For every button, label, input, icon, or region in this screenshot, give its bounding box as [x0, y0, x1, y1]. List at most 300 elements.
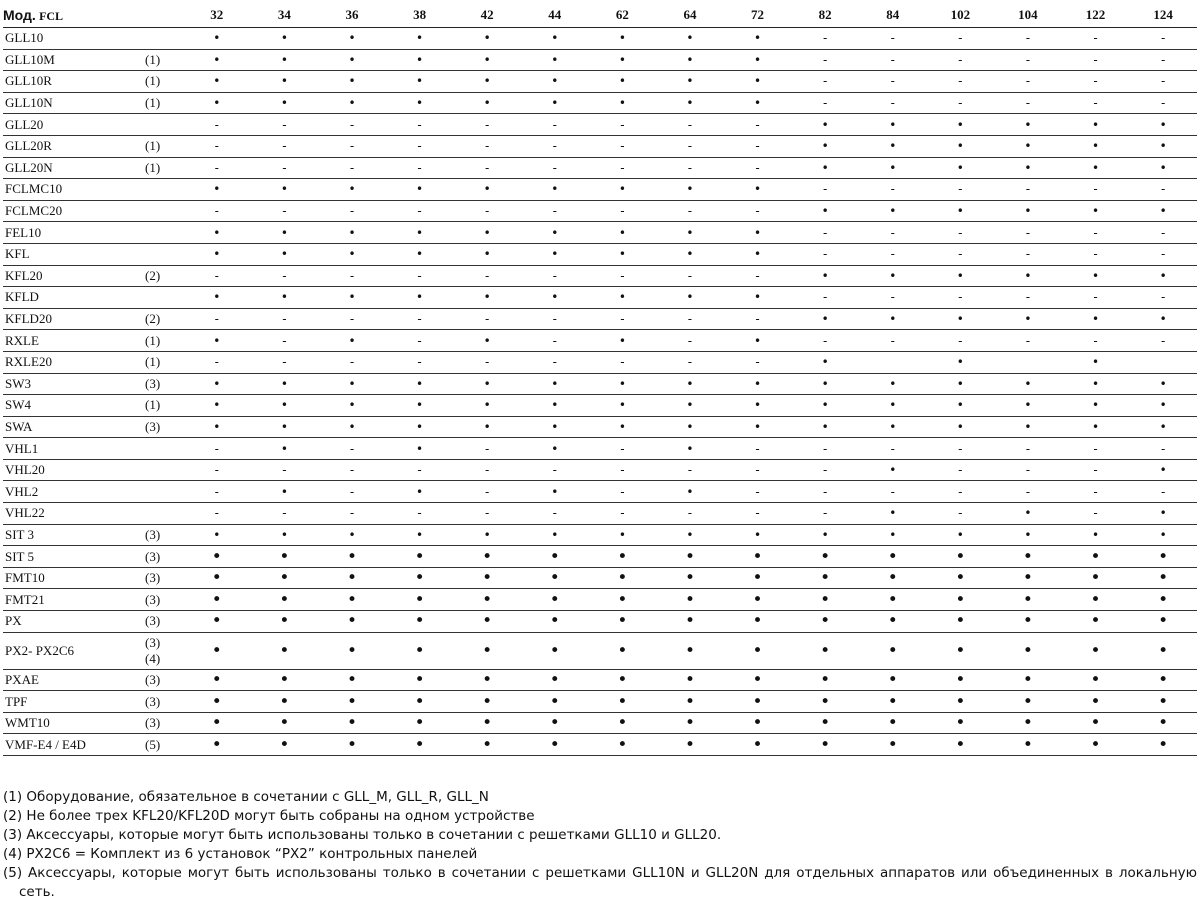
compat-cell: •: [859, 632, 927, 669]
row-note-ref: [143, 459, 183, 481]
compat-cell: •: [927, 669, 995, 691]
compat-cell: •: [453, 330, 521, 352]
compat-cell: •: [386, 395, 454, 417]
row-model-name: WMT10: [3, 712, 143, 734]
compat-cell: •: [859, 200, 927, 222]
compat-cell: •: [386, 611, 454, 633]
compat-cell: •: [183, 243, 251, 265]
table-row: [3, 611, 1197, 633]
compat-cell: -: [724, 308, 792, 330]
compat-cell: -: [724, 157, 792, 179]
compat-cell: •: [1062, 611, 1130, 633]
compat-cell: •: [859, 395, 927, 417]
compat-cell: •: [927, 135, 995, 157]
compat-cell: -: [791, 222, 859, 244]
row-model-name: RXLE20: [3, 351, 143, 373]
compat-cell: -: [994, 330, 1062, 352]
table-row: [3, 524, 1197, 546]
compat-cell: •: [1062, 265, 1130, 287]
row-note-ref: [143, 734, 183, 756]
compat-cell: •: [1062, 308, 1130, 330]
compat-cell: -: [656, 503, 724, 525]
compat-cell: •: [589, 611, 657, 633]
table-row: [3, 351, 1197, 373]
compat-cell: •: [927, 567, 995, 589]
compat-cell: •: [589, 71, 657, 93]
compat-cell: •: [453, 287, 521, 309]
compat-cell: •: [927, 395, 995, 417]
compat-cell: •: [251, 71, 319, 93]
column-header-44: 44: [521, 3, 589, 28]
compat-cell: •: [994, 114, 1062, 136]
compat-cell: •: [656, 589, 724, 611]
column-header-36: 36: [318, 3, 386, 28]
compat-cell: -: [791, 481, 859, 503]
compat-cell: •: [724, 546, 792, 568]
compat-cell: -: [453, 200, 521, 222]
row-model-name: FMT21: [3, 589, 143, 611]
compat-cell: -: [386, 503, 454, 525]
compat-cell: -: [318, 135, 386, 157]
row-note-ref: [143, 712, 183, 734]
note-ref: (3): [145, 693, 161, 709]
compat-cell: -: [521, 503, 589, 525]
compat-cell: •: [1062, 200, 1130, 222]
compat-cell: •: [791, 114, 859, 136]
compat-cell: -: [1062, 243, 1130, 265]
compat-cell: •: [251, 589, 319, 611]
compat-cell: •: [183, 92, 251, 114]
compat-cell: •: [859, 135, 927, 157]
row-note-ref: [143, 669, 183, 691]
compat-cell: -: [521, 330, 589, 352]
compat-cell: -: [1129, 179, 1197, 201]
note-ref: (2): [145, 311, 161, 327]
compat-cell: •: [791, 691, 859, 713]
compat-cell: -: [183, 459, 251, 481]
compat-cell: •: [589, 395, 657, 417]
compat-cell: •: [521, 669, 589, 691]
compat-cell: •: [859, 524, 927, 546]
compat-cell: •: [318, 416, 386, 438]
compat-cell: •: [927, 589, 995, 611]
table-row: [3, 734, 1197, 756]
compat-cell: •: [927, 524, 995, 546]
compat-cell: -: [791, 438, 859, 460]
compat-cell: -: [589, 438, 657, 460]
row-model-name: FEL10: [3, 222, 143, 244]
compat-cell: •: [859, 503, 927, 525]
compat-cell: •: [251, 712, 319, 734]
compat-cell: •: [994, 691, 1062, 713]
fcl-label: FCL: [39, 8, 64, 23]
compat-cell: •: [994, 669, 1062, 691]
compat-cell: •: [251, 395, 319, 417]
compat-cell: •: [656, 243, 724, 265]
compat-cell: -: [521, 200, 589, 222]
compat-cell: •: [859, 157, 927, 179]
compat-cell: •: [386, 28, 454, 50]
compat-cell: •: [251, 632, 319, 669]
compat-cell: -: [859, 438, 927, 460]
compat-cell: •: [994, 373, 1062, 395]
compat-cell: -: [251, 265, 319, 287]
compat-cell: •: [791, 589, 859, 611]
compat-cell: •: [724, 734, 792, 756]
compat-cell: -: [994, 459, 1062, 481]
compat-cell: -: [1129, 49, 1197, 71]
note-ref: (1): [145, 51, 161, 67]
row-model-name: GLL10N: [3, 92, 143, 114]
compat-cell: -: [521, 157, 589, 179]
compat-cell: -: [859, 28, 927, 50]
compat-cell: •: [251, 92, 319, 114]
compat-cell: •: [1062, 712, 1130, 734]
compat-cell: •: [656, 179, 724, 201]
compat-cell: •: [1129, 265, 1197, 287]
compat-cell: -: [859, 287, 927, 309]
row-note-ref: [143, 157, 183, 179]
compat-cell: •: [183, 524, 251, 546]
note-ref: (1): [145, 159, 161, 175]
compat-cell: -: [927, 459, 995, 481]
compat-cell: -: [453, 157, 521, 179]
compat-cell: •: [318, 589, 386, 611]
compat-cell: •: [589, 691, 657, 713]
column-header-104: 104: [994, 3, 1062, 28]
column-header-72: 72: [724, 3, 792, 28]
compat-cell: •: [1129, 589, 1197, 611]
table-row: [3, 416, 1197, 438]
compat-cell: •: [1129, 308, 1197, 330]
row-model-name: FCLMC10: [3, 179, 143, 201]
note-ref: (3): [145, 548, 161, 564]
compat-cell: -: [521, 308, 589, 330]
compat-cell: -: [656, 135, 724, 157]
compat-cell: •: [183, 287, 251, 309]
compat-cell: -: [994, 481, 1062, 503]
compat-cell: •: [656, 734, 724, 756]
compat-cell: •: [1129, 567, 1197, 589]
compat-cell: •: [589, 712, 657, 734]
compat-cell: -: [1129, 243, 1197, 265]
compat-cell: •: [521, 243, 589, 265]
compat-cell: •: [1129, 114, 1197, 136]
compat-cell: -: [791, 459, 859, 481]
row-model-name: KFL: [3, 243, 143, 265]
row-note-ref: [143, 632, 183, 669]
compat-cell: •: [251, 438, 319, 460]
compat-cell: •: [589, 179, 657, 201]
compat-cell: •: [724, 92, 792, 114]
compat-cell: •: [589, 416, 657, 438]
compat-cell: •: [656, 481, 724, 503]
compat-cell: •: [791, 669, 859, 691]
note-ref: (1): [145, 73, 161, 89]
compat-cell: •: [1062, 135, 1130, 157]
compat-cell: •: [724, 632, 792, 669]
compat-cell: •: [386, 373, 454, 395]
compat-cell: •: [927, 712, 995, 734]
compat-cell: •: [927, 265, 995, 287]
compat-cell: •: [251, 416, 319, 438]
row-model-name: PX: [3, 611, 143, 633]
table-row: [3, 49, 1197, 71]
compat-cell: •: [1129, 503, 1197, 525]
compat-cell: •: [521, 395, 589, 417]
compat-cell: •: [859, 669, 927, 691]
note-ref: (3): [145, 418, 161, 434]
table-row: [3, 395, 1197, 417]
compat-cell: -: [183, 135, 251, 157]
compat-cell: •: [994, 308, 1062, 330]
compat-cell: •: [656, 92, 724, 114]
compat-cell: •: [386, 71, 454, 93]
compat-cell: •: [1062, 373, 1130, 395]
compat-cell: •: [656, 222, 724, 244]
compat-cell: -: [927, 243, 995, 265]
compat-cell: •: [183, 611, 251, 633]
compat-cell: -: [927, 71, 995, 93]
row-model-name: SW3: [3, 373, 143, 395]
compat-cell: •: [994, 416, 1062, 438]
compat-cell: •: [1129, 395, 1197, 417]
row-note-ref: [143, 524, 183, 546]
compat-cell: •: [791, 632, 859, 669]
compat-cell: -: [183, 265, 251, 287]
compat-cell: •: [521, 589, 589, 611]
compat-cell: •: [927, 200, 995, 222]
compat-cell: -: [1129, 92, 1197, 114]
compat-cell: •: [589, 524, 657, 546]
compat-cell: -: [183, 481, 251, 503]
row-model-name: SWA: [3, 416, 143, 438]
column-header-32: 32: [183, 3, 251, 28]
compat-cell: -: [453, 503, 521, 525]
compat-cell: •: [791, 567, 859, 589]
compat-cell: •: [183, 395, 251, 417]
compat-cell: •: [183, 330, 251, 352]
compat-cell: [1129, 351, 1197, 373]
compat-cell: •: [183, 712, 251, 734]
compat-cell: •: [1129, 546, 1197, 568]
compat-cell: •: [927, 691, 995, 713]
table-row: [3, 546, 1197, 568]
compat-cell: •: [318, 669, 386, 691]
mod-label: Мод.: [3, 6, 36, 23]
compat-cell: •: [251, 179, 319, 201]
compat-cell: •: [724, 669, 792, 691]
compat-cell: -: [1062, 503, 1130, 525]
compat-cell: -: [1062, 330, 1130, 352]
compat-cell: •: [724, 330, 792, 352]
compat-cell: •: [724, 567, 792, 589]
compat-cell: -: [656, 157, 724, 179]
compat-cell: -: [656, 200, 724, 222]
row-model-name: VMF-E4 / E4D: [3, 734, 143, 756]
compat-cell: -: [791, 28, 859, 50]
compat-cell: -: [1062, 222, 1130, 244]
compat-cell: •: [994, 632, 1062, 669]
compat-cell: •: [453, 222, 521, 244]
compat-cell: -: [1062, 438, 1130, 460]
compat-cell: •: [386, 691, 454, 713]
compat-cell: -: [453, 114, 521, 136]
compat-cell: -: [1129, 438, 1197, 460]
compat-cell: -: [927, 179, 995, 201]
compat-cell: -: [724, 351, 792, 373]
column-header-62: 62: [589, 3, 657, 28]
table-row: [3, 157, 1197, 179]
compat-cell: •: [386, 49, 454, 71]
compat-cell: •: [791, 546, 859, 568]
compat-cell: -: [859, 222, 927, 244]
compat-cell: -: [994, 92, 1062, 114]
compat-cell: -: [386, 200, 454, 222]
compat-cell: •: [791, 524, 859, 546]
compat-cell: •: [521, 49, 589, 71]
compat-cell: -: [386, 135, 454, 157]
compat-cell: -: [859, 243, 927, 265]
compat-cell: •: [859, 265, 927, 287]
compat-cell: -: [724, 459, 792, 481]
compat-cell: •: [251, 222, 319, 244]
compat-cell: •: [251, 611, 319, 633]
compat-cell: •: [589, 567, 657, 589]
compat-cell: •: [656, 287, 724, 309]
note-ref: (3): [145, 570, 161, 586]
note-ref: (3): [145, 591, 161, 607]
compat-cell: •: [927, 373, 995, 395]
compat-cell: •: [927, 157, 995, 179]
compat-cell: •: [791, 373, 859, 395]
column-header-122: 122: [1062, 3, 1130, 28]
footnotes: [3, 788, 1197, 902]
compat-cell: •: [791, 135, 859, 157]
compat-cell: •: [1062, 114, 1130, 136]
compat-cell: •: [1129, 373, 1197, 395]
compat-cell: •: [251, 734, 319, 756]
compat-cell: •: [1129, 669, 1197, 691]
compat-cell: •: [1062, 157, 1130, 179]
row-model-name: GLL20R: [3, 135, 143, 157]
compat-cell: •: [791, 265, 859, 287]
column-header-102: 102: [927, 3, 995, 28]
compat-cell: •: [318, 712, 386, 734]
compat-cell: -: [318, 481, 386, 503]
compat-cell: •: [521, 222, 589, 244]
compat-cell: •: [994, 734, 1062, 756]
compat-cell: -: [453, 438, 521, 460]
compat-cell: •: [386, 567, 454, 589]
column-header-34: 34: [251, 3, 319, 28]
compat-cell: -: [1129, 28, 1197, 50]
compat-cell: •: [318, 524, 386, 546]
compat-cell: -: [994, 222, 1062, 244]
row-note-ref: [143, 373, 183, 395]
compat-cell: •: [386, 632, 454, 669]
compat-cell: •: [386, 92, 454, 114]
compat-cell: •: [724, 416, 792, 438]
compat-cell: •: [453, 395, 521, 417]
compat-cell: •: [656, 524, 724, 546]
compat-cell: •: [521, 438, 589, 460]
compat-cell: •: [1129, 157, 1197, 179]
compat-cell: •: [589, 546, 657, 568]
compat-cell: •: [859, 567, 927, 589]
compat-cell: -: [183, 114, 251, 136]
compat-cell: •: [318, 734, 386, 756]
compat-cell: •: [453, 632, 521, 669]
compat-cell: •: [927, 308, 995, 330]
compat-cell: •: [183, 416, 251, 438]
row-model-name: KFL20: [3, 265, 143, 287]
table-row: [3, 438, 1197, 460]
compat-cell: -: [318, 308, 386, 330]
compat-cell: •: [994, 200, 1062, 222]
compat-cell: •: [453, 28, 521, 50]
compat-cell: -: [994, 71, 1062, 93]
compat-cell: -: [386, 114, 454, 136]
compat-cell: -: [589, 114, 657, 136]
compat-cell: •: [589, 669, 657, 691]
compat-cell: •: [453, 416, 521, 438]
compat-cell: -: [859, 481, 927, 503]
compat-cell: •: [453, 712, 521, 734]
compat-cell: -: [656, 351, 724, 373]
row-model-name: SW4: [3, 395, 143, 417]
compat-cell: -: [251, 157, 319, 179]
footnote-2: (2) Не более трех KFL20/KFL20D могут быть собраны на одном устройстве: [3, 808, 535, 824]
compat-cell: -: [791, 71, 859, 93]
compat-cell: -: [994, 438, 1062, 460]
compat-cell: -: [1062, 459, 1130, 481]
compat-cell: •: [589, 632, 657, 669]
compat-cell: -: [251, 200, 319, 222]
compat-cell: •: [589, 49, 657, 71]
compat-cell: •: [1129, 416, 1197, 438]
compat-cell: •: [994, 589, 1062, 611]
compat-cell: -: [589, 135, 657, 157]
row-model-name: GLL20: [3, 114, 143, 136]
compat-cell: •: [656, 691, 724, 713]
row-model-name: VHL20: [3, 459, 143, 481]
compat-cell: -: [453, 265, 521, 287]
compat-cell: •: [724, 524, 792, 546]
compat-cell: •: [859, 416, 927, 438]
compat-cell: -: [318, 157, 386, 179]
compat-cell: -: [589, 265, 657, 287]
compat-cell: •: [183, 632, 251, 669]
compat-cell: -: [927, 503, 995, 525]
row-model-name: SIT 3: [3, 524, 143, 546]
compat-cell: -: [927, 330, 995, 352]
compat-cell: -: [1062, 71, 1130, 93]
row-model-name: TPF: [3, 691, 143, 713]
compat-cell: -: [318, 114, 386, 136]
compat-cell: •: [859, 373, 927, 395]
compat-cell: •: [521, 416, 589, 438]
table-row: [3, 669, 1197, 691]
compat-cell: -: [183, 308, 251, 330]
compat-cell: •: [318, 243, 386, 265]
compat-cell: •: [453, 669, 521, 691]
compat-cell: •: [318, 179, 386, 201]
table-row: [3, 114, 1197, 136]
compat-cell: •: [791, 611, 859, 633]
compat-cell: •: [994, 265, 1062, 287]
table-row: [3, 179, 1197, 201]
